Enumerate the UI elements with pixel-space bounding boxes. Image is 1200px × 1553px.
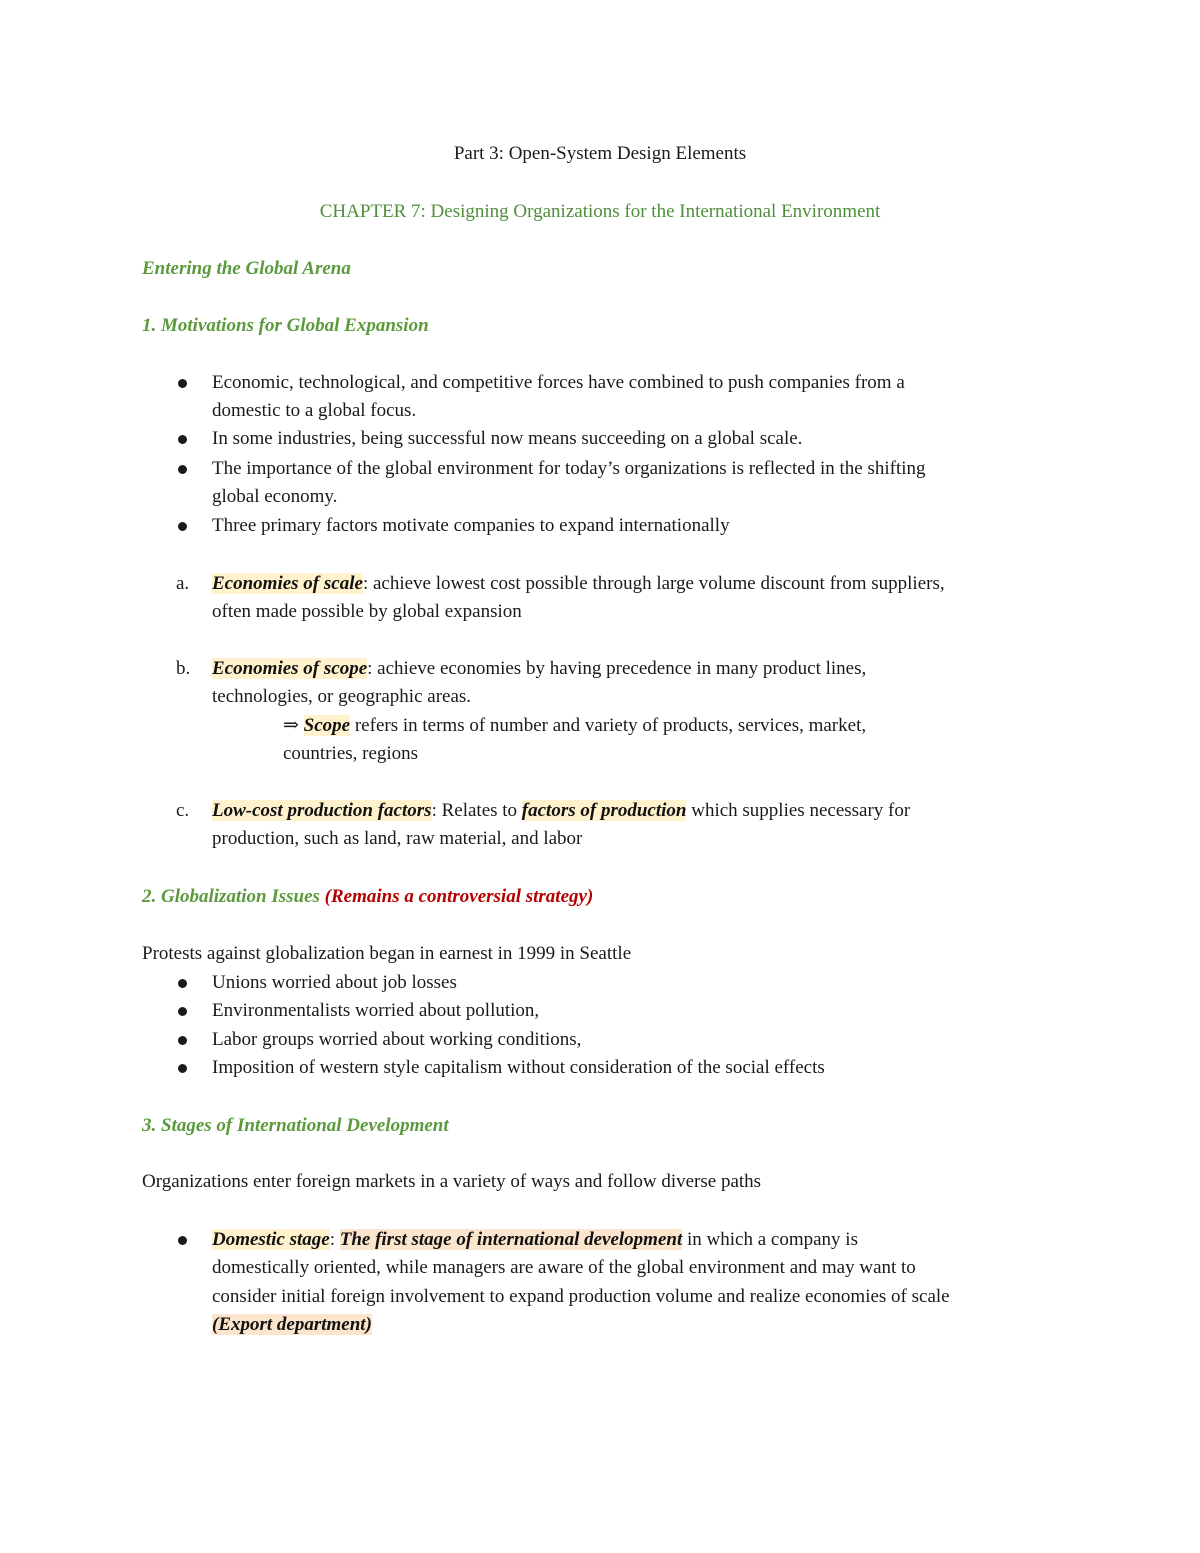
factor-text: : achieve lowest cost possible through large volume discount from suppliers, bbox=[362, 573, 945, 594]
list-marker: a. bbox=[176, 573, 190, 594]
factor-c-continuation: production, such as land, raw material, and labor bbox=[212, 828, 583, 849]
domestic-stage-tag bbox=[212, 1311, 372, 1339]
chapter-title: CHAPTER 7: Designing Organizations for the International Environment bbox=[319, 201, 881, 222]
implies-arrow-icon: ⇒ bbox=[283, 715, 299, 736]
scope-note bbox=[283, 712, 866, 740]
stages-heading: 3. Stages of International Development bbox=[142, 1115, 449, 1136]
list-marker: c. bbox=[176, 800, 190, 821]
factor-c bbox=[212, 797, 910, 825]
bullet-dot bbox=[178, 522, 187, 531]
term-highlight: factors of production bbox=[521, 800, 687, 821]
globalization-intro: Protests against globalization began in earnest in 1999 in Seattle bbox=[142, 943, 632, 964]
note-text: refers in terms of number and variety of products, services, market, bbox=[350, 715, 867, 736]
list-item-continuation: domestic to a global focus. bbox=[212, 400, 417, 421]
colon-text: : bbox=[329, 1229, 340, 1250]
heading-text: 2. Globalization Issues bbox=[142, 886, 320, 907]
list-item-continuation: global economy. bbox=[212, 486, 338, 507]
tag-highlight: (Export department) bbox=[212, 1314, 372, 1335]
stages-intro: Organizations enter foreign markets in a variety of ways and follow diverse paths bbox=[142, 1171, 762, 1192]
bullet-dot bbox=[178, 1236, 187, 1245]
domestic-stage-continuation: consider initial foreign involvement to expand production volume and realize economies of scale bbox=[212, 1286, 950, 1307]
domestic-stage-item bbox=[212, 1226, 858, 1254]
term-highlight: Scope bbox=[303, 715, 351, 736]
bullet-dot bbox=[178, 1064, 187, 1073]
list-item: Labor groups worried about working conditions, bbox=[212, 1029, 582, 1050]
part-title: Part 3: Open-System Design Elements bbox=[453, 143, 747, 164]
bullet-dot bbox=[178, 465, 187, 474]
term-highlight: Economies of scope bbox=[212, 658, 368, 679]
factor-text: : achieve economies by having precedence in many product lines, bbox=[367, 658, 867, 679]
bullet-dot bbox=[178, 1007, 187, 1016]
list-item: Imposition of western style capitalism without consideration of the social effects bbox=[212, 1057, 825, 1078]
bullet-dot bbox=[178, 379, 187, 388]
bullet-dot bbox=[178, 979, 187, 988]
term-highlight: Economies of scale bbox=[212, 573, 363, 594]
factor-b bbox=[212, 655, 866, 683]
globalization-heading bbox=[142, 883, 593, 911]
factor-text: : Relates to bbox=[431, 800, 522, 821]
factor-b-continuation: technologies, or geographic areas. bbox=[212, 686, 472, 707]
list-item: In some industries, being successful now means succeeding on a global scale. bbox=[212, 428, 803, 449]
bullet-dot bbox=[178, 1036, 187, 1045]
list-item: Three primary factors motivate companies to expand internationally bbox=[212, 515, 730, 536]
list-marker: b. bbox=[176, 658, 191, 679]
definition-highlight: The first stage of international development bbox=[339, 1229, 683, 1250]
heading-note: (Remains a controversial strategy) bbox=[324, 886, 594, 907]
list-item: The importance of the global environment for today’s organizations is reflected in the shifting bbox=[212, 458, 926, 479]
section-heading: Entering the Global Arena bbox=[142, 258, 351, 279]
factor-text: which supplies necessary for bbox=[686, 800, 911, 821]
term-highlight: Low-cost production factors bbox=[212, 800, 432, 821]
factor-a bbox=[212, 570, 945, 598]
list-item: Unions worried about job losses bbox=[212, 972, 457, 993]
list-item: Economic, technological, and competitive forces have combined to push companies from a bbox=[212, 372, 905, 393]
motivations-heading: 1. Motivations for Global Expansion bbox=[142, 315, 429, 336]
factor-a-continuation: often made possible by global expansion bbox=[212, 601, 522, 622]
list-item: Environmentalists worried about pollution, bbox=[212, 1000, 540, 1021]
term-highlight: Domestic stage bbox=[212, 1229, 330, 1250]
scope-note-continuation: countries, regions bbox=[283, 743, 419, 764]
item-text: in which a company is bbox=[682, 1229, 858, 1250]
bullet-dot bbox=[178, 435, 187, 444]
domestic-stage-continuation: domestically oriented, while managers are aware of the global environment and may want to bbox=[212, 1257, 916, 1278]
